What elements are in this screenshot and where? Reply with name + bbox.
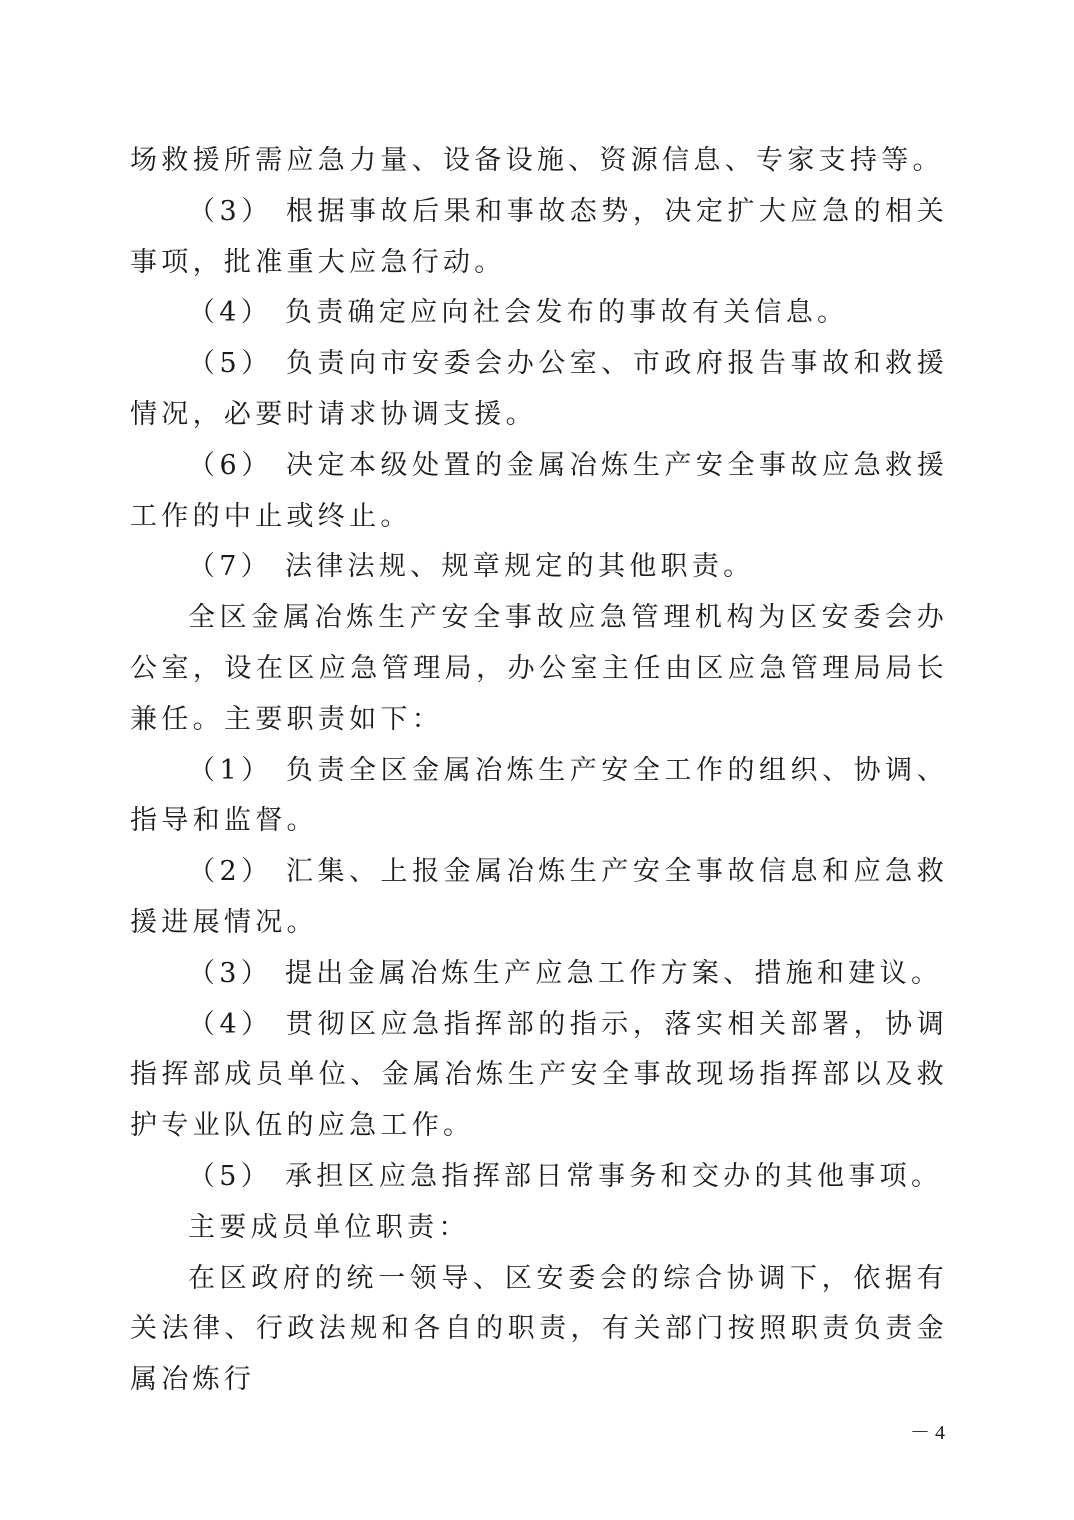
paragraph-item-6: （6） 决定本级处置的金属冶炼生产安全事故应急救援工作的中止或终止。 bbox=[130, 449, 948, 532]
paragraph-management-office: 全区金属冶炼生产安全事故应急管理机构为区安委会办公室，设在区应急管理局，办公室主任由区应急管理局局长兼任。主要职责如下： bbox=[130, 602, 948, 735]
document-body bbox=[130, 136, 948, 1406]
paragraph-duty-2: （2） 汇集、上报金属冶炼生产安全事故信息和应急救援进展情况。 bbox=[130, 856, 948, 938]
paragraph-item-7: （7） 法律法规、规章规定的其他职责。 bbox=[188, 551, 755, 583]
paragraph-item-4: （4） 负责确定应向社会发布的事故有关信息。 bbox=[188, 297, 849, 329]
paragraph-member-duties: 在区政府的统一领导、区安委会的综合协调下，依据有关法律、行政法规和各自的职责，有关部门按照职责负责金属冶炼行 bbox=[130, 1262, 948, 1396]
paragraph-duty-3: （3） 提出金属冶炼生产应急工作方案、措施和建议。 bbox=[188, 957, 943, 989]
paragraph-continuation: 场救援所需应急力量、设备设施、资源信息、专家支持等。 bbox=[130, 145, 944, 176]
paragraph-duty-4: （4） 贯彻区应急指挥部的指示，落实相关部署，协调指挥部成员单位、金属冶炼生产安全事故现场指挥部以及救护专业队伍的应急工作。 bbox=[130, 1008, 948, 1142]
paragraph-item-3: （3） 根据事故后果和事故态势，决定扩大应急的相关事项，批准重大应急行动。 bbox=[130, 195, 948, 278]
page-number: － 4 bbox=[910, 1422, 945, 1444]
paragraph-duty-5: （5） 承担区应急指挥部日常事务和交办的其他事项。 bbox=[188, 1160, 943, 1192]
paragraph-item-5: （5） 负责向市安委会办公室、市政府报告事故和救援情况，必要时请求协调支援。 bbox=[130, 348, 948, 430]
paragraph-duty-1: （1） 负责全区金属冶炼生产安全工作的组织、协调、指导和监督。 bbox=[130, 754, 948, 837]
section-heading-member-duties: 主要成员单位职责： bbox=[188, 1211, 470, 1243]
